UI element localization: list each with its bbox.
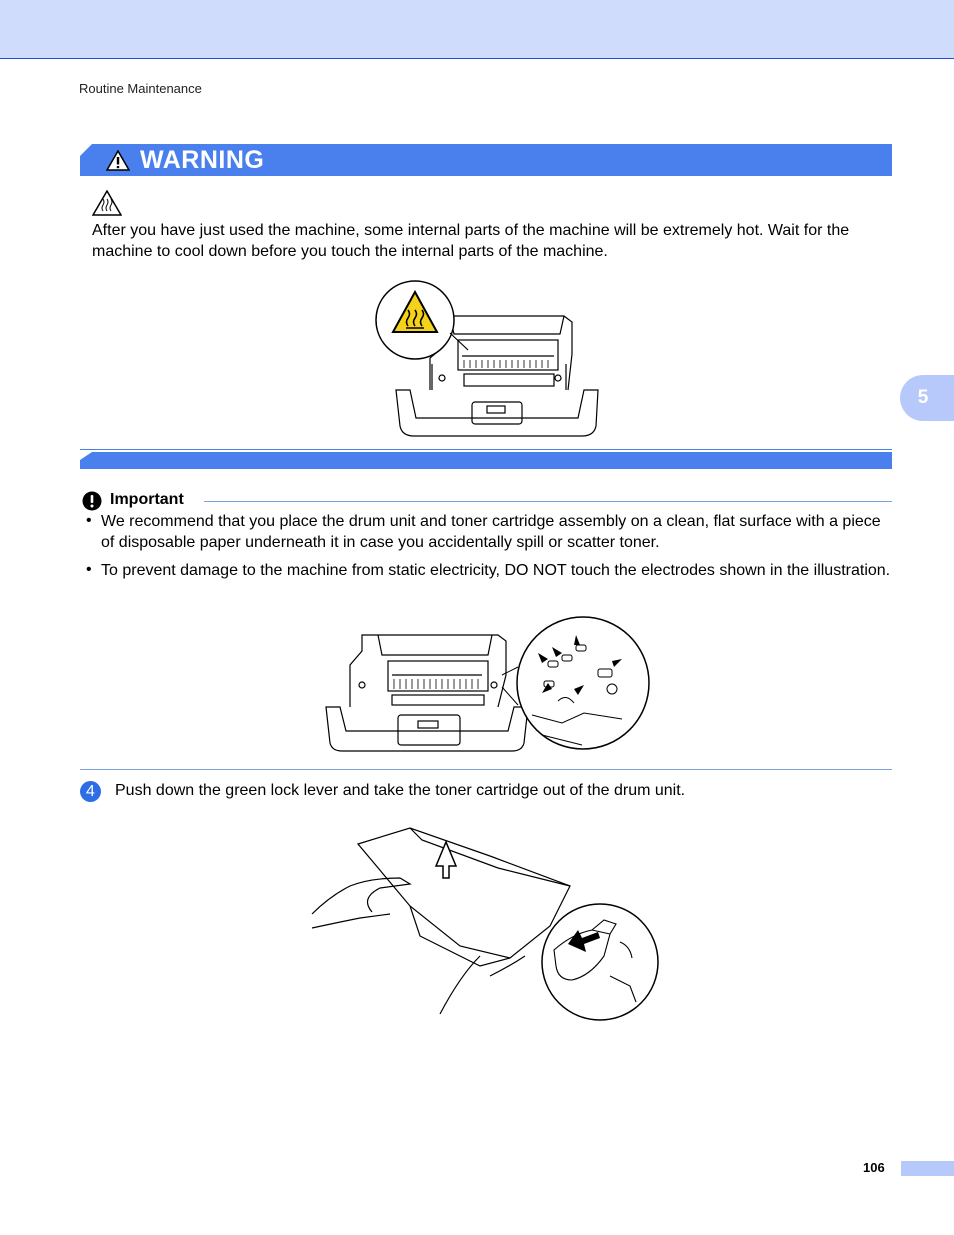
- page-tab: [901, 1161, 954, 1176]
- bullet-marker: •: [86, 512, 92, 529]
- page-number: 106: [863, 1160, 885, 1175]
- warning-title: WARNING: [140, 146, 265, 174]
- page-header-band: [0, 0, 954, 59]
- warning-end-bar: [80, 452, 892, 469]
- important-icon: [82, 491, 102, 511]
- warning-triangle-icon: [106, 150, 130, 171]
- bullet-marker: •: [86, 561, 92, 578]
- hot-parts-illustration: [372, 278, 602, 440]
- electrodes-illustration: [322, 615, 652, 755]
- toner-removal-illustration: [310, 826, 660, 1024]
- important-rule: [204, 501, 892, 502]
- warning-text: After you have just used the machine, some internal parts of the machine will be extremely hot. Wait for the machine to cool down before you touch the internal parts of the machine.: [92, 222, 850, 260]
- important-label: Important: [110, 491, 184, 508]
- step-text: Push down the green lock lever and take the toner cartridge out of the drum unit.: [115, 782, 686, 799]
- section-rule: [80, 769, 892, 770]
- hot-surface-icon: [92, 190, 122, 216]
- running-head: Routine Maintenance: [79, 81, 202, 96]
- important-item: We recommend that you place the drum unit and toner cartridge assembly on a clean, flat surface with a piece of disposable paper underneath it in case you accidentally spill or scatter toner.: [101, 513, 881, 551]
- chapter-number: 5: [917, 387, 929, 408]
- chapter-tab[interactable]: [900, 375, 954, 421]
- step-number: 4: [86, 782, 95, 800]
- step-number-badge: [80, 781, 101, 802]
- important-item: To prevent damage to the machine from static electricity, DO NOT touch the electrodes shown in the illustration.: [101, 562, 891, 579]
- warning-end-rule: [80, 449, 892, 450]
